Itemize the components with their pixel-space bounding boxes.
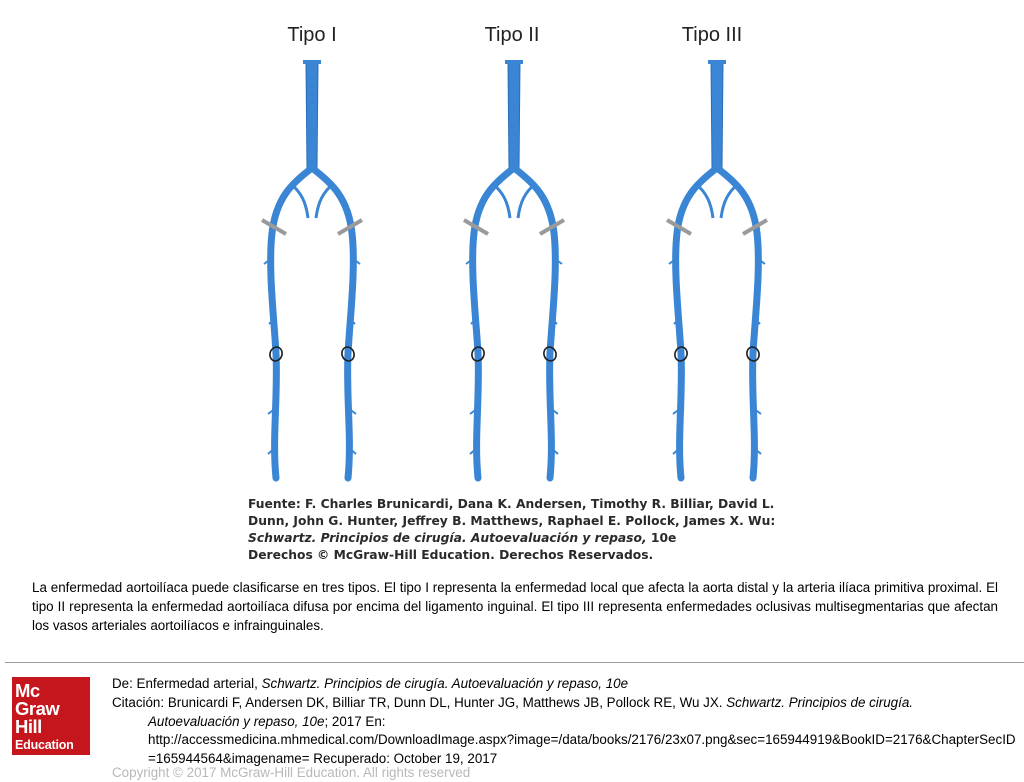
footer-copyright: Copyright © 2017 McGraw-Hill Education. All rights reserved xyxy=(112,765,471,780)
tipo-1-left-iliac xyxy=(271,168,312,478)
vessel-diagram xyxy=(242,18,778,488)
tipo-1-right-iliac xyxy=(312,168,353,478)
tipo-1-aorta xyxy=(306,62,318,168)
citation-year: ; 2017 En: xyxy=(324,713,386,729)
tipo-3-aorta xyxy=(711,62,723,168)
logo-graw: Graw xyxy=(15,698,60,719)
logo-hill: Hill xyxy=(15,716,42,737)
footer-divider xyxy=(5,662,1024,663)
figure-source xyxy=(248,496,776,564)
source-line-2: Dunn, John G. Hunter, Jeffrey B. Matthews, Raphael E. Pollock, James X. Wu: xyxy=(248,514,776,528)
tipo-1-label: Tipo I xyxy=(287,24,337,46)
from-prefix: De: Enfermedad arterial, xyxy=(112,676,262,691)
tipo-2-aorta xyxy=(508,62,520,168)
figure-caption: La enfermedad aortoilíaca puede clasificarse en tres tipos. El tipo I representa la enfermedad local que afecta la aorta distal y la arteria ilíaca primitiva proximal. El tipo II representa la enfermedad aortoilíaca difusa por encima del ligamento inguinal. El tipo III representa enfermedades oclusivas multisegmentarias que afectan los vasos arteriales aortoilíacos e infrainguinales. xyxy=(32,580,998,633)
footer-source-line xyxy=(112,674,628,693)
citation-book-title: Schwartz. Principios de cirugía. xyxy=(726,695,914,710)
aortoiliac-figure xyxy=(242,18,778,566)
citation-details xyxy=(112,713,1017,769)
logo-education: Education xyxy=(15,738,74,752)
from-book-title: Schwartz. Principios de cirugía. Autoevaluación y repaso, 10e xyxy=(261,676,629,691)
tipo-2-label: Tipo II xyxy=(484,24,540,46)
source-line-4: Derechos © McGraw-Hill Education. Derechos Reservados. xyxy=(248,548,654,562)
source-line-1: Fuente: F. Charles Brunicardi, Dana K. Andersen, Timothy R. Billiar, David L. xyxy=(248,497,775,511)
citation-authors: Citación: Brunicardi F, Andersen DK, Billiar TR, Dunn DL, Hunter JG, Matthews JB, Pollock RE, Wu JX. xyxy=(112,695,727,710)
tipo-3-right-iliac xyxy=(717,168,758,478)
mcgraw-hill-logo xyxy=(12,677,90,755)
source-edition: 10e xyxy=(646,531,677,545)
tipo-3-left-iliac xyxy=(676,168,717,478)
citation-book-title-2: Autoevaluación y repaso, 10e xyxy=(148,713,325,729)
tipo-3-label: Tipo III xyxy=(681,24,743,46)
tipo-2-right-iliac xyxy=(514,168,555,478)
source-line-3 xyxy=(248,530,776,547)
footer-citation xyxy=(112,694,1017,768)
source-book-title: Schwartz. Principios de cirugía. Autoevaluación y repaso, xyxy=(248,531,647,545)
logo-mc: Mc xyxy=(15,680,40,701)
citation-url[interactable]: http://accessmedicina.mhmedical.com/DownloadImage.aspx?image=/data/books/2176/23x07.png&sec=165944919&BookID=2176&ChapterSecID=165944564&imagename= Recuperado: October 19, 2017 xyxy=(148,732,1016,766)
tipo-2-left-iliac xyxy=(473,168,514,478)
